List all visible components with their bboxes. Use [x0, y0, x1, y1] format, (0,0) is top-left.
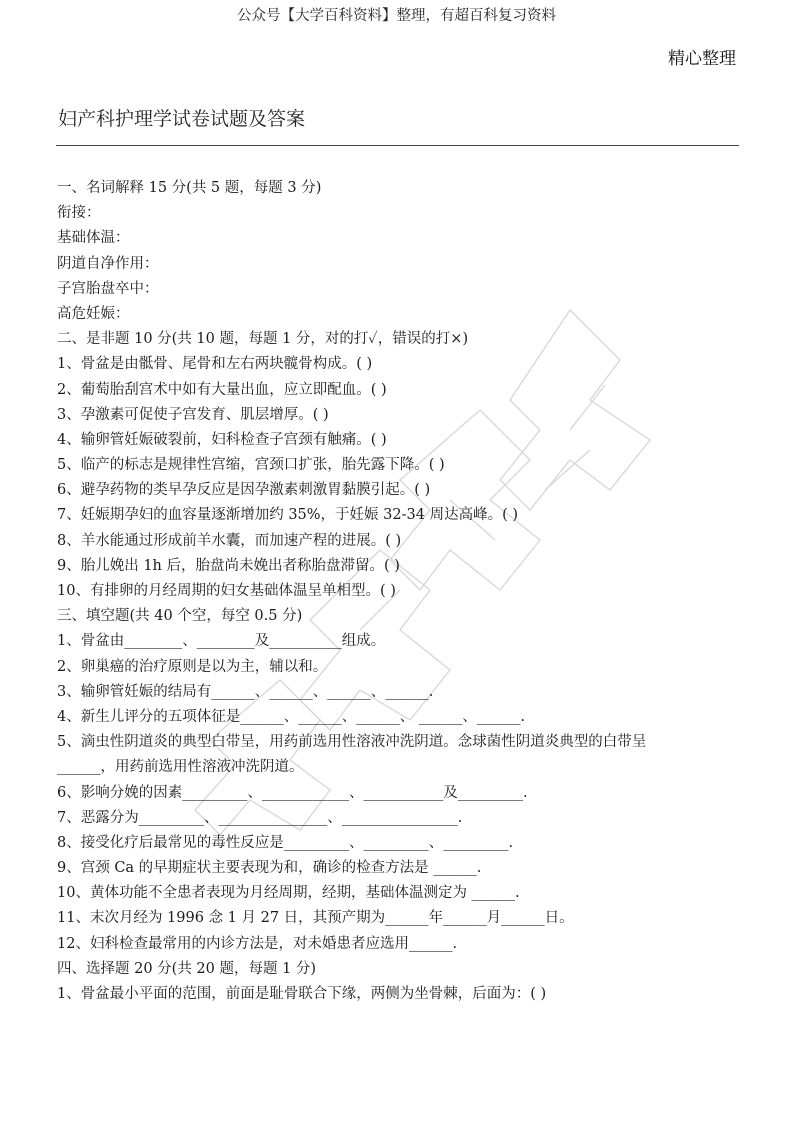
term-item: 阴道自净作用： [57, 255, 159, 272]
fill-blank-question: 5、滴虫性阴道炎的典型白带呈，用药前选用性溶液冲洗阴道。念球菌性阴道炎典型的白带呈 [57, 734, 647, 751]
true-false-question: 2、葡萄胎刮宫术中如有大量出血，应立即配血。( ) [57, 381, 387, 398]
true-false-question: 6、避孕药物的类早孕反应是因孕激素刺激胃黏膜引起。( ) [57, 482, 431, 499]
fill-blank-question: 6、影响分娩的因素_________、____________、___________及_________. [57, 784, 528, 801]
true-false-question: 4、输卵管妊娠破裂前，妇科检查子宫颈有触痛。( ) [57, 431, 387, 448]
corner-note: 精心整理 [668, 49, 736, 69]
fill-blank-question: 12、妇科检查最常用的内诊方法是，对未婚患者应选用______. [57, 935, 458, 952]
fill-blank-question: 8、接受化疗后最常见的毒性反应是_________、_________、_________. [57, 834, 514, 851]
fill-blank-question: 1、骨盆由________、________及__________组成。 [57, 633, 386, 650]
fill-blank-question-continued: ______，用药前选用性溶液冲洗阴道。 [57, 759, 304, 776]
true-false-question: 7、妊娠期孕妇的血容量逐渐增加约 35%，于妊娠 32-34 周达高峰。( ) [57, 507, 519, 524]
document-title: 妇产科护理学试卷试题及答案 [58, 108, 306, 130]
fill-blank-question: 10、黄体功能不全患者表现为月经周期，经期，基础体温测定为 ______. [57, 885, 520, 902]
document-body [57, 176, 747, 1007]
fill-blank-question: 7、恶露分为_________、_______________、________________. [57, 809, 463, 826]
source-banner: 公众号【大学百科资料】整理，有超百科复习资料 [237, 8, 556, 24]
multiple-choice-question: 1、骨盆最小平面的范围，前面是耻骨联合下缘，两侧为坐骨棘，后面为：( ) [57, 986, 547, 1002]
fill-blank-question: 2、卵巢癌的治疗原则是以为主，辅以和。 [57, 658, 328, 675]
fill-blank-question: 11、末次月经为 1996 念 1 月 27 日，其预产期为______年______月______日。 [57, 910, 574, 927]
section-heading-fill-blank: 三、填空题(共 40 个空，每空 0.5 分) [57, 608, 303, 625]
term-item: 子宫胎盘卒中： [57, 280, 159, 297]
true-false-question: 3、孕激素可促使子宫发育、肌层增厚。( ) [57, 406, 329, 423]
true-false-question: 8、羊水能通过形成前羊水囊，而加速产程的进展。( ) [57, 532, 402, 549]
section-heading-true-false: 二、是非题 10 分(共 10 题，每题 1 分，对的打✓，错误的打×) [57, 331, 469, 348]
fill-blank-question: 9、宫颈 Ca 的早期症状主要表现为和，确诊的检查方法是 ______. [57, 860, 482, 877]
title-divider [56, 145, 739, 146]
term-item: 衔接： [57, 205, 101, 222]
term-item: 高危妊娠： [57, 305, 130, 322]
true-false-question: 10、有排卵的月经周期的妇女基础体温呈单相型。( ) [57, 583, 396, 599]
true-false-question: 1、骨盆是由骶骨、尾骨和左右两块髋骨构成。( ) [57, 356, 373, 373]
section-heading-multiple-choice: 四、选择题 20 分(共 20 题，每题 1 分) [57, 960, 317, 977]
term-item: 基础体温： [57, 230, 130, 247]
section-heading-terms: 一、名词解释 15 分(共 5 题，每题 3 分) [57, 180, 322, 196]
true-false-question: 9、胎儿娩出 1h 后，胎盘尚未娩出者称胎盘滞留。( ) [57, 557, 400, 574]
true-false-question: 5、临产的标志是规律性宫缩，宫颈口扩张，胎先露下降。( ) [57, 457, 445, 474]
fill-blank-question: 4、新生儿评分的五项体征是______、______、______、 ______、______. [57, 708, 525, 725]
fill-blank-question: 3、输卵管妊娠的结局有______、______、______、______. [57, 683, 434, 700]
